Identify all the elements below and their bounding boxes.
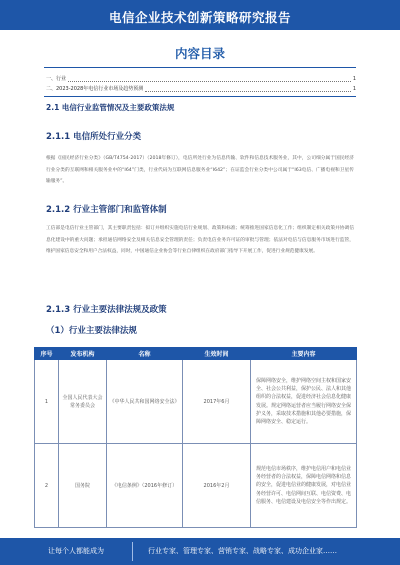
section-heading-2-1-1 xyxy=(46,130,141,142)
cell-organization: 全国人民代表大会常务委员会 xyxy=(59,360,107,444)
subsection-heading-laws: （1）行业主要法律法规 xyxy=(46,326,137,336)
cell-number: 1 xyxy=(35,360,59,444)
toc-entry[interactable] xyxy=(46,84,356,94)
cell-law-name: 《中华人民共和国网络安全法》 xyxy=(107,360,183,444)
cell-effective-date: 2016年2月 xyxy=(183,444,251,528)
cell-main-content: 保障网络安全，维护网络空间主权和国家安全、社会公共利益，保护公民、法人和其他组织的合法权益，促进经济社会信息化健康发展。规定网络运营者应当履行网络安全保护义务，采取技术措施和其他必要措施，保障网络安全、稳定运行。 xyxy=(251,360,357,444)
report-header-bar xyxy=(0,0,400,30)
column-header: 名称 xyxy=(107,348,183,360)
section-number: 2.1.2 xyxy=(46,205,71,215)
toc-entry-label: 二、2023-2028年电信行业市场及趋势预测 xyxy=(46,86,144,92)
toc-entry-page: 1 xyxy=(352,76,356,82)
section-heading-2-1-3 xyxy=(46,303,167,315)
table-row xyxy=(35,360,357,444)
toc-title: 内容目录 xyxy=(174,46,225,61)
toc-leader-dots xyxy=(145,86,351,92)
cell-main-content: 规范电信市场秩序，维护电信用户和电信业务经营者的合法权益，保障电信网络和信息的安全，促进电信业的健康发展，对电信业务经营许可、电信网间互联、电信资费、电信服务、电信建设及电信安全等作出规定。 xyxy=(251,444,357,528)
section-title: 电信所处行业分类 xyxy=(73,132,142,142)
column-header: 主要内容 xyxy=(251,348,357,360)
toc-leader-dots xyxy=(68,76,351,82)
toc-entry-page: 1 xyxy=(352,86,356,92)
column-header: 发布机构 xyxy=(59,348,107,360)
toc-entry-label: 一、行业 xyxy=(46,76,67,82)
report-footer-bar xyxy=(0,538,400,565)
cell-organization: 国务院 xyxy=(59,444,107,528)
column-header: 序号 xyxy=(35,348,59,360)
section-heading-2-1-2 xyxy=(46,203,167,215)
toc-bottom-rule xyxy=(44,96,356,97)
section-number: 2.1.3 xyxy=(46,305,71,315)
section-title: 行业主要法律法规及政策 xyxy=(73,305,167,315)
footer-slogan-left: 让每个人都能成为 xyxy=(48,547,104,555)
section-heading-2-1: 2.1 电信行业监管情况及主要政策法规 xyxy=(46,103,175,112)
footer-divider xyxy=(132,542,133,561)
toc-top-rule xyxy=(44,67,356,68)
toc-entry[interactable] xyxy=(46,74,356,84)
section-title: 行业主管部门和监管体制 xyxy=(73,205,167,215)
laws-table xyxy=(34,347,357,528)
section-number: 2.1.1 xyxy=(46,132,71,142)
cell-effective-date: 2017年6月 xyxy=(183,360,251,444)
column-header: 生效时间 xyxy=(183,348,251,360)
table-header-row xyxy=(35,348,357,360)
cell-law-name: 《电信条例》（2016年修订） xyxy=(107,444,183,528)
cell-number: 2 xyxy=(35,444,59,528)
paragraph-industry-classification: 根据《国民经济行业分类》（GB/T4754-2017）（2018年修订），电信所处行业为信息传输、软件和信息技术服务业，其中，公司细分属于国民经济行业分类的互联网和相关服务业中的“I64”门类，行业代码为互联网信息服务业“I642”；在证监会行业分类中公司属于“I63电信、广播电视和卫星传输服务”。 xyxy=(46,156,354,185)
report-title: 电信企业技术创新策略研究报告 xyxy=(108,10,291,25)
footer-slogan-right: 行业专家、管理专家、营销专家、战略专家、成功企业家…… xyxy=(148,547,337,555)
table-row xyxy=(35,444,357,528)
paragraph-regulatory-system: 工信部是电信行业主管部门，其主要职责包括：拟订并组织实施电信行业规划、政策和标准；统筹推进国家信息化工作；组织制定相关政策并协调信息化建设中的重大问题；承担通信网络安全及相关信息安全管理的责任；负责电信业务许可证的审批与管理；依法对电信与信息服务市场进行监管，维护国家信息安全和用户合法权益，同时，中国通信企业协会等行业自律组织在政府部门指导下开展工作，促进行业规范健康发展。 xyxy=(46,226,354,255)
